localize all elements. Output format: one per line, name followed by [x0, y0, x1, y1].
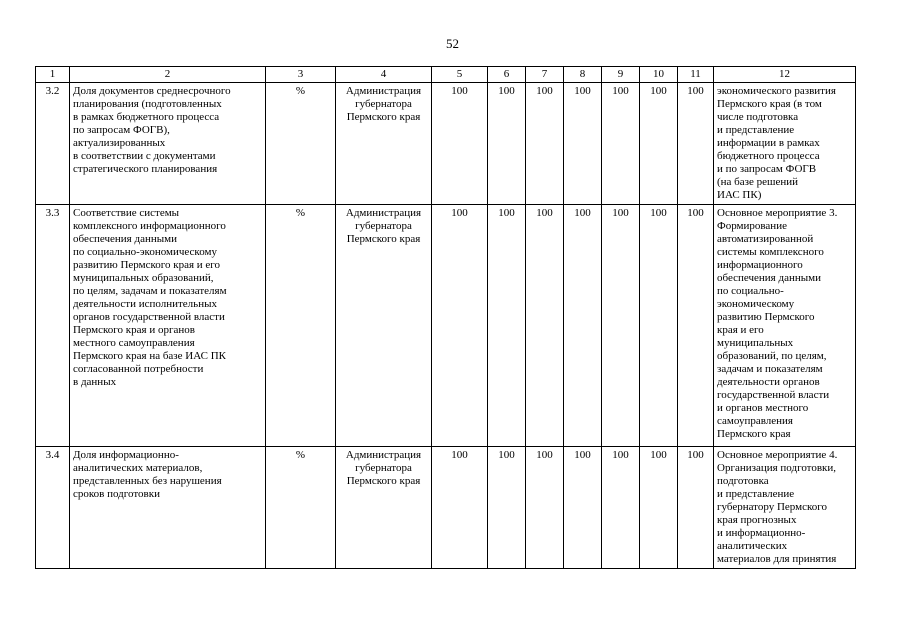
table-row [36, 83, 856, 205]
column-header: 4 [336, 67, 432, 83]
row-number: 3.3 [36, 205, 70, 447]
activity-note: Основное мероприятие 3. Формирование автоматизированной системы комплексного информационного обеспечения данными по социально- экономическому развитию Пермского края и его муниципальных образований, по целям, задачам и показателям деятельности органов государственной власти и органов местного самоуправления Пермского края [714, 205, 856, 447]
value-cell: 100 [526, 83, 564, 205]
responsible: Администрация губернатора Пермского края [336, 205, 432, 447]
value-cell: 100 [526, 447, 564, 569]
column-header: 9 [602, 67, 640, 83]
value-cell: 100 [602, 83, 640, 205]
value-cell: 100 [526, 205, 564, 447]
activity-note: экономического развития Пермского края (в том числе подготовка и представление информации в рамках бюджетного процесса и по запросам ФОГВ (на базе решений ИАС ПК) [714, 83, 856, 205]
value-cell: 100 [564, 83, 602, 205]
value-cell: 100 [678, 83, 714, 205]
indicator-name: Соответствие системы комплексного информационного обеспечения данными по социально-экономическому развитию Пермского края и его муниципальных образований, по целям, задачам и показателям деятельности исполнительных органов государственной власти Пермского края и органов местного самоуправления Пермского края на базе ИАС ПК согласованной потребности в данных [70, 205, 266, 447]
unit: % [266, 205, 336, 447]
value-cell: 100 [678, 447, 714, 569]
table-row [36, 205, 856, 447]
column-header: 3 [266, 67, 336, 83]
column-header: 6 [488, 67, 526, 83]
page-number: 52 [446, 36, 459, 51]
value-cell: 100 [432, 205, 488, 447]
value-cell: 100 [640, 205, 678, 447]
responsible: Администрация губернатора Пермского края [336, 447, 432, 569]
value-cell: 100 [488, 205, 526, 447]
value-cell: 100 [602, 447, 640, 569]
value-cell: 100 [640, 83, 678, 205]
column-header: 11 [678, 67, 714, 83]
value-cell: 100 [564, 447, 602, 569]
value-cell: 100 [564, 205, 602, 447]
column-header: 1 [36, 67, 70, 83]
value-cell: 100 [432, 83, 488, 205]
column-header: 12 [714, 67, 856, 83]
activity-note: Основное мероприятие 4. Организация подготовки, подготовка и представление губернатору Пермского края прогнозных и информационно- аналитических материалов для принятия [714, 447, 856, 569]
unit: % [266, 83, 336, 205]
unit: % [266, 447, 336, 569]
column-header: 7 [526, 67, 564, 83]
value-cell: 100 [678, 205, 714, 447]
column-header: 5 [432, 67, 488, 83]
value-cell: 100 [488, 447, 526, 569]
indicator-name: Доля документов среднесрочного планирования (подготовленных в рамках бюджетного процесса по запросам ФОГВ), актуализированных в соответствии с документами стратегического планирования [70, 83, 266, 205]
indicators-table [35, 66, 856, 569]
row-number: 3.2 [36, 83, 70, 205]
indicator-name: Доля информационно- аналитических материалов, представленных без нарушения сроков подготовки [70, 447, 266, 569]
value-cell: 100 [640, 447, 678, 569]
column-header: 2 [70, 67, 266, 83]
column-header: 10 [640, 67, 678, 83]
table-row [36, 447, 856, 569]
header-row [36, 67, 856, 83]
value-cell: 100 [602, 205, 640, 447]
value-cell: 100 [432, 447, 488, 569]
column-header: 8 [564, 67, 602, 83]
row-number: 3.4 [36, 447, 70, 569]
responsible: Администрация губернатора Пермского края [336, 83, 432, 205]
value-cell: 100 [488, 83, 526, 205]
